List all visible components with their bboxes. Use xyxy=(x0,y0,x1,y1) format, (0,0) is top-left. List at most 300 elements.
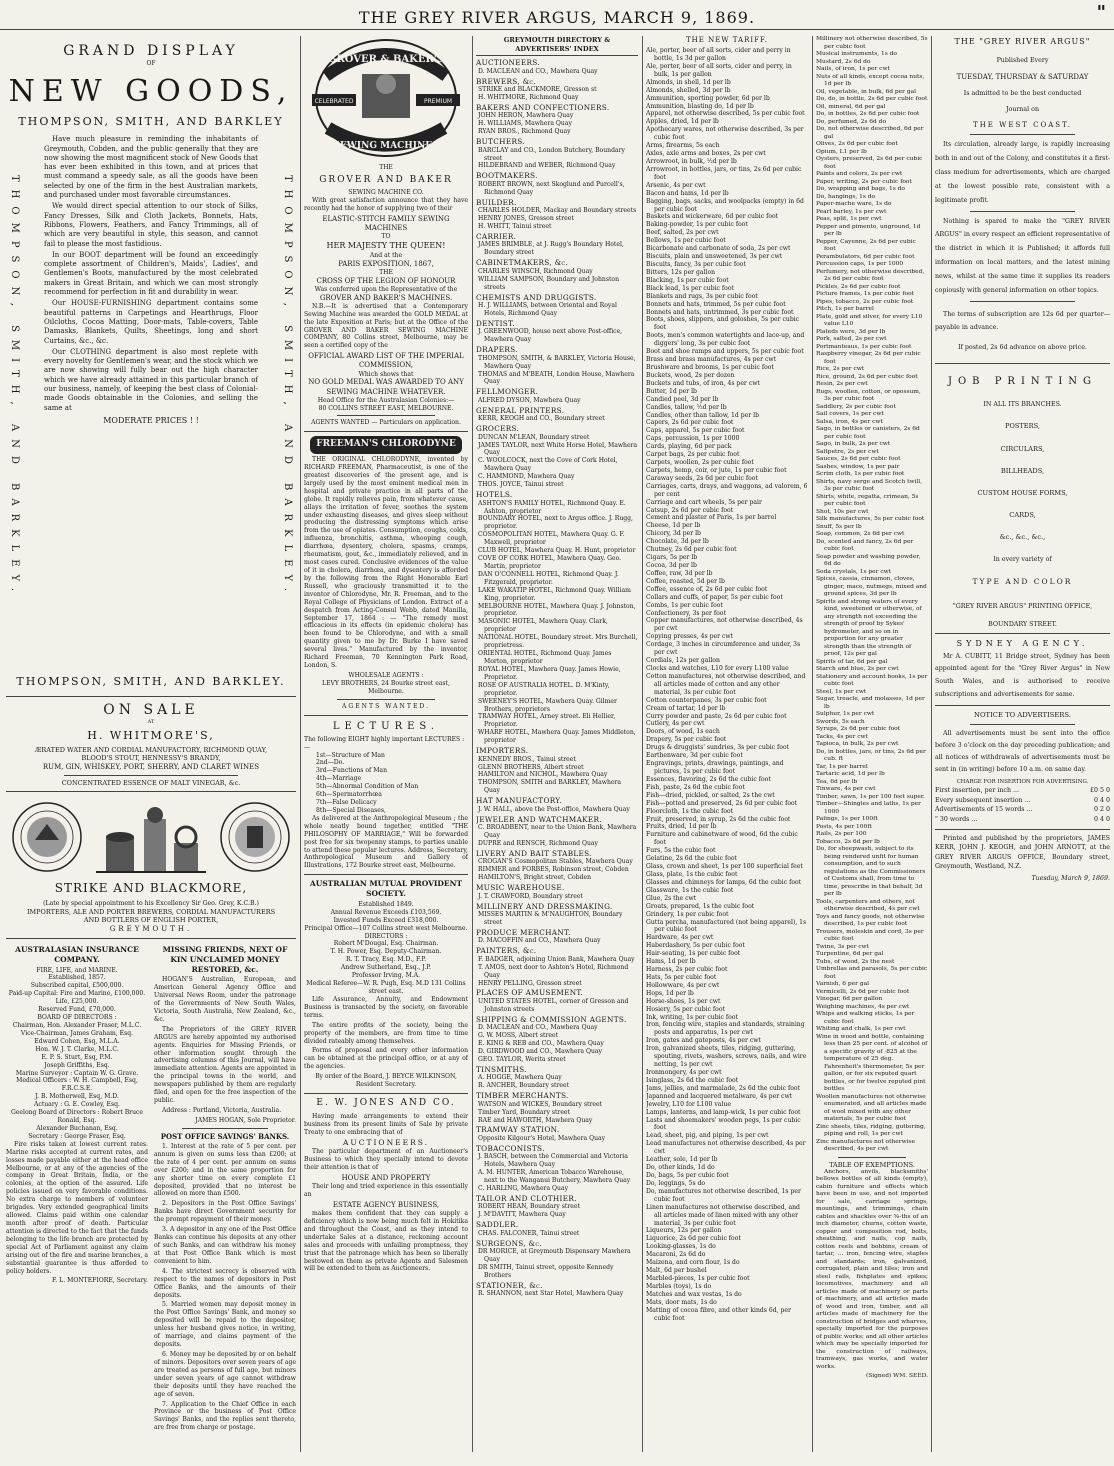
tariff-item: Carpet bags, 2s per cubic foot xyxy=(646,451,740,459)
savings-bank-rule: 2. Depositors in the Post Office Savings' Banks have direct Government security for the prompt repayment of their money. xyxy=(154,1200,296,1224)
tariff-item: Gelatine, 2s 6d the cubic foot xyxy=(646,855,738,863)
amp-line: Invested Funds Exceed £318,000. xyxy=(333,916,439,924)
divider xyxy=(935,363,1110,364)
directory-entry: MISSES MARTIN & M'NAUGHTON, Boundary street xyxy=(478,911,623,926)
tariff-item: Pearl barley, 1s per cwt xyxy=(816,208,887,215)
paragraph: With great satisfaction announce that they have recently had the honor of supplying two of their xyxy=(304,197,468,213)
tariff-item: Oil, vegetable, in bulk, 6d per gal xyxy=(816,88,916,95)
directory-entry: GLENN BROTHERS, Albert street xyxy=(478,763,584,771)
badge-left: CELEBRATED xyxy=(314,98,354,105)
tariff-item: Musical instruments, 1s do xyxy=(816,51,897,57)
directory-entry: BOUNDARY HOTEL, next to Argus office. J. Rugg, proprietor. xyxy=(478,515,633,531)
tariff-item: Clocks and watches, L10 for every L100 value xyxy=(646,665,789,672)
tariff-item: Turpentine, 6d per gal xyxy=(816,951,884,957)
directory-entry: TRAMWAY HOTEL, Arney street. Eli Hellier, Proprietor. xyxy=(478,713,616,729)
directory-entry: KERR, KEOGH and CO., Boundary street xyxy=(478,415,605,423)
tariff-item: Curry powder and paste, 2s 6d per cubic foot xyxy=(646,712,787,720)
tariff-item: Salsa, iron, 4s per cwt xyxy=(816,418,883,425)
divider xyxy=(337,699,435,700)
directory-entry: F. BADGER, adjoining Union Bank, Mawhera Quay xyxy=(478,955,635,963)
tariff-item: Carpets, hemp, coir, or jute, 1s per cubic foot xyxy=(646,466,787,474)
divider xyxy=(970,134,1075,135)
directory-entry: ROBERT BROWN, next Skoglund and Purcell's, Richmond Quay xyxy=(478,180,625,196)
directory-entry: CLUB HOTEL, Mawhera Quay. H. Hunt, proprietor xyxy=(478,547,636,555)
tariff-item: Cheese, 1d per lb xyxy=(646,522,701,530)
paragraph: Having made arrangements to extend their business from its present limits of Sale by private Treaty to one embracing that of xyxy=(304,1112,468,1136)
directory-category: TIMBER MERCHANTS. xyxy=(476,1091,569,1101)
rate-value: £0 5 0 xyxy=(1089,786,1110,794)
strike-line: (Late by special appointment to his Excellency Sir Geo. Grey, K.C.B.) xyxy=(43,899,259,907)
tariff-item: Do, in bottles, 2s 6d per cubic foot xyxy=(816,111,920,117)
missing-friends-ad xyxy=(154,943,296,1434)
tariff-item: Liqueurs, 12s per gallon xyxy=(646,1227,722,1235)
tariff-item: Glassware, 1s the cubic foot xyxy=(646,886,734,894)
tariff-item: Spices, cassia, cinnamon, cloves, ginger, mace, nutmegs, mixed and ground spices, 3d per lb xyxy=(816,576,927,597)
tariff-item: Soda crystals, 1s per cwt xyxy=(816,568,892,575)
machine-medal-icon xyxy=(218,800,292,874)
insurance-line: Subscribed capital, £500,000. xyxy=(30,982,124,990)
label: TUESDAY, THURSDAY & SATURDAY xyxy=(956,73,1089,82)
tariff-item: Mustard, 2s 6d do xyxy=(816,58,871,65)
directory-entry: ROYAL HOTEL, Mawhera Quay. James Howie, Proprietor. xyxy=(478,665,621,681)
tariff-item: Bonnets and hats, trimmed, 5s per cubic foot xyxy=(646,300,786,308)
directory-category: SURGEONS, &c. xyxy=(476,1238,543,1248)
job-printing-item: &c., &c., &c., xyxy=(999,533,1046,542)
job-printing-list xyxy=(935,421,1110,542)
lecture-item: 4th—Marriage xyxy=(316,775,362,783)
tariff-item: Chutney, 2s 6d per cubic foot xyxy=(646,546,737,554)
insurance-line: Geelong Board of Directors : Robert Bruce Ronald, Esq. xyxy=(10,1109,144,1125)
new-goods-heading: NEW GOODS, xyxy=(8,73,294,109)
label: TYPE AND COLOR xyxy=(972,577,1073,587)
tariff-item: Tar, 1s per barrel xyxy=(816,763,868,770)
label: WHOLESALE AGENTS : xyxy=(348,671,424,679)
tariff-item: Sago, in bottles or canisters, 2s 6d per cubic foot xyxy=(816,426,920,440)
insurance-line: Marine Surveyor : Captain W. G. Grave. xyxy=(15,1069,139,1077)
directory-entry: STRIKE and BLACKMORE, Gresson st xyxy=(478,86,597,94)
paragraph: The Proprietors of the GREY RIVER ARGUS are hereby appointed my authorised agents. Enquiries for Missing Friends, or other information sought through the advertising columns of this Journal, will have immediate attention. Agents are appointed in the principal towns in the world, and newspapers published by them are regularly filed, and open for the free inspection of the public. xyxy=(154,1025,296,1105)
tariff-item: Capers, 2s 6d per cubic foot xyxy=(646,419,734,427)
tariff-item: Ammunition, blasting do, 1d per lb xyxy=(646,102,754,110)
label: ESTATE AGENCY BUSINESS, xyxy=(332,1200,440,1209)
firm-name: THOMPSON, SMITH, AND BARKLEY xyxy=(18,114,284,128)
directory-entry: RIMMER and FORBES, Robinson street, Cobden xyxy=(478,866,629,874)
tariff-item: Almonds, shelled, 3d per lb xyxy=(646,86,731,94)
issue-date: Tuesday, March 9, 1869. xyxy=(1031,874,1110,882)
directory-entry: WHARF HOTEL, Mawhera Quay. James Middleton, proprietor xyxy=(478,729,636,745)
tariff-item: Tacks, 4s per cwt xyxy=(816,733,868,740)
directory-entry: J. T. CRAWFORD, Boundary street xyxy=(478,892,583,900)
insurance-line: Secretary : George Fraser, Esq. xyxy=(28,1132,126,1140)
tariff-item: Trousers, moleskin and cord, 3s per cubic foot xyxy=(816,928,924,942)
freeman-ad xyxy=(304,436,468,710)
rate-table xyxy=(935,786,1110,825)
directory-entry: J. M'DAVITT, Mawhera Quay xyxy=(478,1211,566,1219)
directory-category: BUILDER. xyxy=(476,197,517,207)
tariff-item: Sail covers, 1s per cwt xyxy=(816,411,884,417)
amp-line: Robert M'Dougal, Esq. Chairman. xyxy=(333,940,439,948)
label: CROSS OF THE LEGION OF HONOUR xyxy=(316,276,456,285)
label: LEVY BROTHERS, 24 Bourke street east, Melbourne. xyxy=(322,679,450,695)
tariff-item: Macaroni, 2s 6d do xyxy=(646,1251,706,1259)
tariff-item: Furniture and cabinetware of wood, 6d the cubic foot xyxy=(646,831,798,847)
label: AUCTIONEERS. xyxy=(342,1138,429,1148)
directory-entry: H. WILLIAMS, Mawhera Quay xyxy=(478,120,572,128)
directory-category: JEWELER AND WATCHMAKER. xyxy=(476,814,602,824)
directory-category: PRODUCE MERCHANT. xyxy=(476,927,571,937)
directory-category: PLACES OF AMUSEMENT. xyxy=(476,988,584,998)
tariff-item: Tools, carpenters and others, not otherwise described, 4s per cwt xyxy=(816,898,920,912)
tariff-item: Arrowroot, in bottles, jars, or tins, 2s 6d per cubic foot xyxy=(646,165,802,181)
grand-display-body xyxy=(44,135,258,426)
moderate-prices: MODERATE PRICES ! ! xyxy=(103,415,199,425)
directory-entry: JOHN HERON, Mawhera Quay xyxy=(478,112,574,120)
paragraph: HOGAN'S Australian, European, and American General Agency Office and Universal News Room, under the patronage of the Governments of New South Wales, Victoria, South Australia, New Zealand, &c., &c. xyxy=(154,976,296,1023)
tariff-item: Caps, apparel, 5s per cubic foot xyxy=(646,427,745,435)
tariff-item: Hair-seating, 1s per cubic foot xyxy=(646,950,741,958)
label: And at the xyxy=(369,251,403,259)
tariff-item: Glass, crown and sheet, 1s per 100 superficial feet xyxy=(646,863,803,871)
directory-entry: G. W. MOSS, Albert street xyxy=(478,1032,559,1040)
directory-category: TRAMWAY STATION. xyxy=(476,1125,560,1135)
tariff-item: Tartaric acid, 1d per lb xyxy=(816,771,885,777)
directory-entry: Opposite Kilgour's Hotel, Mawhera Quay xyxy=(478,1134,606,1142)
directory-category: STATIONER, &c. xyxy=(476,1280,543,1290)
tariff-item: Biscuits, fancy, 3s per cubic foot xyxy=(646,260,746,268)
tariff-item: Posts, 4s per 100ft xyxy=(816,823,872,830)
tariff-item: Baskets and wickerware, 6d per cubic foot xyxy=(646,213,779,221)
job-printing-item: CARDS, xyxy=(1009,511,1036,520)
directory-entry: HILDEBRAND and WEBER, Richmond Quay xyxy=(478,162,616,170)
tariff-item: Ale, porter, beer of all sorts, cider and perry, in bulk, 1s per gallon xyxy=(646,62,792,78)
directory-entry: D. MACLEAN and CO., Mawhera Quay xyxy=(478,1024,598,1032)
label: Which shows that xyxy=(358,370,414,378)
insurance-line: BOARD OF DIRECTORS : xyxy=(37,1014,117,1022)
directory-entry: E. KING & REB and CO., Mawhera Quay xyxy=(478,1040,604,1048)
soda-machine-icon xyxy=(96,797,206,877)
sewing-machine-badge-icon xyxy=(304,36,468,164)
paragraph: Forms of proposal and every other information can be obtained at the principal office, or at any of the agencies. xyxy=(304,1047,468,1071)
directory-entry: SWEENEY'S HOTEL, Mawhera Quay. Gilmer Brothers, proprietors xyxy=(478,697,617,713)
paragraph: Its circulation, already large, is rapidly increasing both in and out of the Colony, and constitutes it a first-class medium for advertisements, which are charged at the lowest possible rate, consistent with a legitimate profit. xyxy=(935,141,1110,204)
tariff-list-continued xyxy=(816,36,928,1154)
tariff-title: THE NEW TARIFF. xyxy=(686,36,768,44)
directory-entry: UNITED STATES HOTEL, corner of Gresson and Johnston streets xyxy=(478,997,629,1013)
tariff-item: Blankets and rugs, 3s per cubic foot xyxy=(646,292,758,300)
directory-category: DRAPERS. xyxy=(476,345,518,355)
tariff-item: Spirits of tar, 6d per gal xyxy=(816,658,888,665)
tariff-item: Toys and fancy goods, not otherwise described, 1s per cubic foot xyxy=(816,913,925,927)
directory-entry: COVE OF CORK HOTEL, Mawhera Quay. Geo. Martin, proprietor xyxy=(478,555,622,570)
divider xyxy=(838,1157,905,1158)
directory-entry: J. BASCH, between the Commercial and Victoria Hotels, Mawhera Quay xyxy=(478,1153,628,1169)
tariff-item: Hosiery, 5s per cubic foot xyxy=(646,1005,725,1013)
prize-medal-icon xyxy=(10,800,84,874)
tariff-item: Sashes, window, 1s per pair xyxy=(816,463,900,470)
tariff-item: Carpets, woollen, 2s per cubic foot xyxy=(646,459,754,467)
tariff-item: Isinglass, 2s 6d the cubic foot xyxy=(646,1076,739,1084)
directory-entry: DR SMITH, Tainui street, opposite Kennedy Brothers xyxy=(478,1264,614,1279)
missing-friends-signature: JAMES HOGAN, Sole Proprietor. xyxy=(195,1116,296,1124)
label: Is admitted to be the best conducted xyxy=(963,89,1082,97)
tariff-item: Hops, 1d per lb xyxy=(646,989,694,997)
paragraph: Address : Portland, Victoria, Australia. xyxy=(162,1107,282,1115)
lecture-item: 2nd—Do. xyxy=(316,759,345,767)
paragraph: As delivered at the Anthropological Museum ; the whole neatly bound together, entitled "THE PHILOSOPHY OF MARRIAGE," Will be forwarded post free for six twopenny stamps, to parties unable to attend these popular lectures. Address, Secretary, Anthropological Museum and Gallery of Illustrations, 172 Bourke street east, Melbourne. xyxy=(304,814,468,870)
tariff-item: Copper manufactures, not otherwise described, 4s per cwt xyxy=(646,617,803,633)
grover-baker-ad xyxy=(304,36,468,427)
paragraph: Nothing is spared to make the "GREY RIVER ARGUS" in every respect an efficient representative of the district in which it is Published; it affords full information on local matters, and the latest mining news, whilst at the same time it supplies its readers copiously with general information on other topics. xyxy=(935,217,1110,294)
tariff-item: Fruit, preserved, in syrup, 2s 6d the cubic foot xyxy=(646,815,791,823)
paragraph: We would direct special attention to our stock of Silks, Fancy Dresses, Silk and Cloth Jackets, Bonnets, Hats, Ribbons, Flowers, Feathers, and Fancy Trimmings, all of which are very beautiful in style, this season, and cannot fail to please the most fastidious. xyxy=(44,202,258,248)
tariff-item: Ammunition, sporting powder, 6d per lb xyxy=(646,94,770,102)
rate-value: 0 4 0 xyxy=(1093,796,1110,804)
tariff-item: Do, perfumed, 2s 6d do xyxy=(816,118,887,125)
masthead xyxy=(0,0,1114,30)
tariff-item: Hardware, 4s per cwt xyxy=(646,934,714,942)
amp-signature: By order of the Board, J. BEYCE WILKINSON, Resident Secretary. xyxy=(315,1073,457,1089)
tariff-item: Candles, tallow, ½d per lb xyxy=(646,403,727,411)
tariff-item: Bicarbonate and carbonate of soda, 2s per cwt xyxy=(646,245,791,253)
tariff-item: Tubs, of wood, 2s the nest xyxy=(816,958,895,965)
tariff-item: Varnish, 6 per gal xyxy=(816,981,870,987)
tariff-item: Glass, plate, 1s the cubic foot xyxy=(646,870,738,878)
tariff-item: Cutlery, 4s per cwt xyxy=(646,720,705,728)
label: THE WEST COAST. xyxy=(973,121,1072,130)
insurance-line: J. B. Motherwell, Esq, M.D. xyxy=(35,1093,119,1101)
tariff-item: Picture frames, 1s per cubic foot xyxy=(816,291,914,297)
tariff-item: Shirts, navy serge and Scotch twill, 3s per cubic foot xyxy=(816,478,923,492)
amp-line: Medical Referee—W. R. Pugh, Esq. M.D 131 Collins street east. xyxy=(306,980,466,995)
tariff-item: Lasts and shoemakers' wooden pegs, 1s per cubic foot xyxy=(646,1116,801,1132)
tariff-item: Swords, 5s each xyxy=(816,718,865,725)
tariff-item: Rice, 2s per cwt xyxy=(816,366,865,372)
directory-entry: JAMES BRIMBLE, at J. Rugg's Boundary Hotel, Boundary street xyxy=(478,241,624,257)
directory-entry: BARCLAY and CO., London Butchery, Boundary street xyxy=(478,146,625,162)
directory-entry: THOMPSON, SMITH and BARKLEY, Mawhera Quay xyxy=(478,779,622,795)
tariff-item: Tobacco, 2s 6d per lb xyxy=(816,838,880,845)
column-rule xyxy=(812,36,813,1452)
whitmore-line: RUM, GIN, WHISKEY, PORT, SHERRY, AND CLARET WINES xyxy=(42,762,260,771)
freeman-banner: FREEMAN'S CHLORODYNE xyxy=(310,436,462,454)
column-rule xyxy=(642,36,643,1452)
tariff-item: Cordials, 12s per gallon xyxy=(646,657,720,665)
tariff-item: Caps, percussion, 1s per 1000 xyxy=(646,435,740,443)
tariff-item: Earthenware, 3d per cubic foot xyxy=(646,752,743,760)
tariff-item: Malt, 6d per bushel xyxy=(646,1267,707,1275)
label: SEWING MACHINE CO. xyxy=(348,189,424,197)
tariff-item: Do, leggings, 5s do xyxy=(646,1179,706,1187)
tariff-item: Iron, gates and gateposts, 4s per cwt xyxy=(646,1037,761,1045)
directory-category: AUCTIONEERS. xyxy=(476,58,540,68)
tariff-item: Bitters, 12s per gallon xyxy=(646,268,716,276)
tariff-item: Drapery, 5s per cubic foot xyxy=(646,736,727,744)
directory-category: LIVERY AND BAIT STABLES. xyxy=(476,848,592,858)
tariff-item: Ironmongery, 4s per cwt xyxy=(646,1069,722,1077)
column-4-tariff xyxy=(646,36,808,1452)
tariff-item: Linen manufactures not otherwise described, and all articles made of linen mixed with any other material, 3s per cubic foot xyxy=(646,1203,800,1227)
insurance-line: Edward Cohen, Esq, M.L.A. xyxy=(34,1037,120,1045)
tariff-item: Do, hangings, 1s do xyxy=(816,193,876,200)
tariff-item: Mats, door mats, 1s do xyxy=(646,1298,717,1306)
directory-entry: J. GREENWOOD, house next above Post-office, Mawhera Quay xyxy=(478,328,623,344)
exemptions-title: TABLE OF EXEMPTIONS. xyxy=(829,1160,915,1169)
paragraph: Our CLOTHING department is also most replete with every novelty for Gentlemen's wear, and the stock which we are now showing will fully bear out the high character which we have already attained in this particular branch of our business, namely, of keeping the best class of Colonial-made Goods obtainable in the Colonies, and selling the same at xyxy=(44,347,258,412)
tariff-list xyxy=(646,47,808,1322)
divider xyxy=(304,431,468,432)
strike-line: AND BOTTLERS OF ENGLISH PORTER, xyxy=(83,916,219,925)
tariff-item: Hams, 1d per lb xyxy=(646,958,696,966)
paragraph: The terms of subscription are 12s 6d per quarter—payable in advance. xyxy=(935,310,1110,332)
tariff-item: Fish—potted and preserved, 2s 6d per cubic foot xyxy=(646,799,798,807)
label: OFFICIAL AWARD LIST OF THE IMPERIAL COMMISSION, xyxy=(308,352,464,370)
directory-entry: WATSON and WICKES, Boundary street xyxy=(478,1100,603,1108)
tariff-item: Marbled-pieces, 1s per cubic foot xyxy=(646,1274,750,1282)
tariff-item: Zinc sheets, tiles, ridging, guttering, piping and roll, 1s per cwt xyxy=(816,1123,926,1137)
tariff-item: Twine, 3s per cwt xyxy=(816,943,869,950)
amp-line: Annual Revenue Exceeds £103,569. xyxy=(330,908,442,916)
tariff-item: Nuts of all kinds, except cocoa nuts, 1d per lb xyxy=(816,73,925,87)
rate-label: First insertion, per inch ... xyxy=(935,786,1020,794)
directory-entry: COSMOPOLITAN HOTEL, Mawhera Quay. G. F. Maxwell, proprietor xyxy=(478,531,625,547)
tariff-item: Rails, 2s per 100 xyxy=(816,831,867,837)
directory-entry: CHAS. FALCONER, Tainui street xyxy=(478,1229,580,1237)
tariff-item: Ink, writing, 1s per cubic foot xyxy=(646,1013,738,1021)
tariff-item: Pepper, Cayenne, 2s 6d per cubic foot xyxy=(816,238,916,252)
strike-line: IMPORTERS, ALE AND PORTER BREWERS, CORDIAL MANUFACTURERS xyxy=(26,908,276,917)
tariff-item: Marbles (toys), 1s do xyxy=(646,1282,712,1290)
insurance-details xyxy=(6,967,148,1141)
label: HER MAJESTY THE QUEEN! xyxy=(326,241,446,251)
directory-entry: A. M. HUNTER, American Tobacco Warehouse, next to the Wanganui Butchery, Mawhera Quay xyxy=(478,1169,631,1185)
directory-entry: THOS. JOYCE, Tainui street xyxy=(478,481,564,489)
tariff-item: Do, not otherwise described, 6d per gal xyxy=(816,126,924,140)
label: Head Office for the Australasian Colonies:— xyxy=(317,396,455,404)
tariff-item: Pickles, 2s 6d per cubic foot xyxy=(816,283,901,290)
tariff-item: Jams, jellies, and marmalade, 2s 6d the cubic foot xyxy=(646,1084,801,1092)
tariff-item: Paints and colors, 2s per cwt xyxy=(816,171,903,177)
tariff-item: Syrups, 2s 6d per cubic foot xyxy=(816,726,901,732)
label: THE xyxy=(379,164,393,171)
tariff-item: Palings, 1s per 100ft xyxy=(816,816,878,822)
label: Journal on xyxy=(1005,105,1040,113)
tariff-item: Coffee, essence of, 2s 6d per cubic foot xyxy=(646,585,768,593)
directory-category: MILLINERY AND DRESSMAKING. xyxy=(476,901,613,911)
badge-band: SEWING MACHINES xyxy=(333,141,439,151)
insurance-line: Reserved Fund, £70,000. xyxy=(38,1006,116,1014)
directory-category: HOTELS. xyxy=(476,490,513,500)
tariff-item: Pipes, tobacco, 2s per cubic foot xyxy=(816,298,914,305)
directory-entry: D. MACOFFIN and CO., Mawhera Quay xyxy=(478,937,601,945)
directory-entry: R. ANCHER, Boundary street xyxy=(478,1082,570,1090)
tariff-item: Bagging, bags, sacks, and woolpacks (empty) in 6d per cubic foot xyxy=(646,197,804,213)
tariff-item: Oysters, preserved, 2s 6d per cubic foot xyxy=(816,156,923,170)
tariff-item: Hats, 5s per cubic foot xyxy=(646,973,717,981)
tariff-item: Looking-glasses, 1s do xyxy=(646,1243,716,1251)
label: AGENTS WANTED. xyxy=(341,702,431,710)
divider xyxy=(337,415,435,416)
tariff-item: Fish, paste, 2s 6d the cubic foot xyxy=(646,783,745,791)
tariff-item: Floorcloth, 1s the cubic foot xyxy=(646,807,734,815)
tariff-item: Coffee, raw, 3d per lb xyxy=(646,569,713,577)
strike-blackmore-ad xyxy=(6,796,296,934)
tariff-item: Groats, prepared, 1s the cubic foot xyxy=(646,902,755,910)
rate-label: " 30 words ... xyxy=(935,816,978,824)
jones-title: E. W. JONES AND CO. xyxy=(316,1098,456,1109)
tariff-item: Millinery not otherwise described, 5s per cubic foot xyxy=(816,36,928,50)
savings-bank-rule: 5. Married women may deposit money in the Post Office Savings' Bank, and money so deposited will be repaid to the depositor, unless her husband gives notice, in writing, of marriage, and claims payment of the deposits. xyxy=(154,1301,296,1349)
directory-category: PAINTERS, &c. xyxy=(476,946,537,956)
directory-entry: Timber Yard, Boundary street xyxy=(478,1108,570,1116)
directory-category: BREWERS, &c. xyxy=(476,76,537,86)
vertical-firm-right: THOMPSON, SMITH, AND BARKLEY. xyxy=(282,174,293,600)
job-printing-heading: JOB PRINTING xyxy=(947,376,1098,388)
vertical-firm-left: THOMPSON, SMITH, AND BARKLEY. xyxy=(9,174,20,600)
tariff-item: Furs, 5s the cubic foot xyxy=(646,847,716,855)
directory-entry: H. J. WILLIAMS, between Oriental and Royal Hotels, Richmond Quay xyxy=(478,302,617,317)
insurance-line: Hon. W. J. T. Clarke, M.L.C. xyxy=(35,1045,119,1053)
tariff-item: Vinegar, 6d per gallon xyxy=(816,996,883,1002)
divider xyxy=(6,938,296,939)
tariff-item: Spirits and strong waters of every kind, sweetened or otherwise, of any strength not exceeding the strength of proof by Sykes' hydrometer, and so on in proportion for any greater strength than the strength of proof, 12s per gal xyxy=(816,598,922,657)
exemptions-body: Anchors, anvils, blacksmiths' bellows bottles of all kinds (empty), cabin furniture and effects which have been in use, and not imported for sale, carriage springs, mountings, and trimmings, chain cables and shackles over ⅝-ths of an inch diameter, churns, cotton waste, copper and composition rod, bolts, sheathing, and nails, cop nails, cotton reels and bobbins, cream of tartar, ... iron, fencing wire, staples and standards; iron, galvanized, corrugated, plain and tiles; iron and steel rails, fishplates and spikes; locomotives, machinery and all articles made of machinery or parts of machinery, and all articles made of wood and iron, timber, and all articles made of machinery for the construction of bridges and wharves, specially imported for the purposes of public works; and all other articles which may be specially imported for the construction of railways, tramways, gas works, and water works. xyxy=(816,1168,928,1370)
tariff-item: Soap powder and washing powder, 6d do xyxy=(816,553,921,567)
job-printing-item: BILLHEADS, xyxy=(1000,466,1045,475)
tariff-item: Baking-powder, 1s per cubic foot xyxy=(646,221,748,229)
tariff-item: Lead, sheet, pig, and piping, 1s per cwt xyxy=(646,1132,769,1140)
tariff-item: Umbrellas and parasols, 5s per cubic foot xyxy=(816,966,928,980)
divider xyxy=(304,874,468,875)
tariff-item: Engravings, prints, drawings, paintings, and pictures, 1s per cubic foot xyxy=(646,760,784,775)
amp-line: Principal Office—107 Collins street west Melbourne. xyxy=(304,924,468,932)
directory-entry: RAE and HAWORTH, Mawhera Quay xyxy=(478,1116,593,1124)
savings-bank-rule: 1. Interest at the rate of 5 per cent. per annum is given on sums less than £200; at the rate of 4 per cent. per annum on sums over £200; and in the same proportion for any shorter time on every complete £1 deposited, provided that no interest be allowed on more than £500. xyxy=(154,1142,296,1198)
directory-entry: J. W. HALL, above the Post-office, Mawhera Quay xyxy=(478,805,630,813)
tariff-item: Saddlery, 2s per cubic foot xyxy=(816,403,896,410)
tariff-item: Raspberry vinegar, 2s 6d per cubic foot xyxy=(816,351,921,365)
at-label: AT xyxy=(147,719,155,726)
rate-row xyxy=(935,796,1110,806)
directory-entry: A. HOGGE, Mawhera Quay xyxy=(478,1074,562,1082)
tariff-item: Ale, porter, beer of all sorts, cider and perry in bottle, 1s 3d per gallon xyxy=(646,47,791,63)
label: HOUSE AND PROPERTY xyxy=(341,1174,431,1182)
lecture-item: 5th—Abnormal Condition of Man xyxy=(316,783,419,791)
lecture-item: 8th—Special Diseases, xyxy=(316,806,386,814)
tariff-item: Axles, axle arms and boxes, 2s per cwt xyxy=(646,150,766,158)
rate-value: 0 4 0 xyxy=(1093,816,1110,824)
label: IN ALL ITS BRANCHES. xyxy=(983,400,1062,408)
directory-entry: HAMILTON and NICHOL, Mawhera Quay xyxy=(478,771,608,779)
of-label: OF xyxy=(146,60,156,68)
corner-mark: " xyxy=(1096,2,1106,23)
tariff-item: Tea, 6d per lb xyxy=(816,778,858,785)
divider xyxy=(935,829,1110,830)
tariff-item: Do, scented and fancy, 2s 6d per cubic foot xyxy=(816,538,914,552)
tariff-item: Sulphur, 1s per cwt xyxy=(816,711,875,717)
tariff-item: Arms, firearms, 5s each xyxy=(646,142,720,150)
tariff-item: Boot and shoe ramps and uppers, 5s per cubic foot xyxy=(646,348,804,356)
small-ads-row xyxy=(6,943,296,1434)
column-rule xyxy=(472,36,473,1452)
paragraph: Have much pleasure in reminding the inhabitants of Greymouth, Cobden, and the public generally that they are now showing the most magnificent stock of New Goods that has ever been exhibited in this town, and at prices that must command a speedy sale, as all the goods have been selected by one of the firm in the best Australian markets, and purchased under most favorable circumstances. xyxy=(44,135,258,200)
tariff-item: Brass and brass manufactures, 4s per cwt xyxy=(646,356,777,364)
tariff-item: Carriage and cart wheels, 5s per pair xyxy=(646,498,762,506)
directory-entry: H. WHITT, Tainui street xyxy=(478,223,552,231)
directory-entry: ROBERT HEAN, Boundary street xyxy=(478,1203,580,1211)
tariff-item: Pork, salted, 2s per cwt xyxy=(816,336,887,342)
tariff-item: Chocolate, 3d per lb xyxy=(646,538,709,546)
tariff-item: Peas, split, 1s per cwt xyxy=(816,216,882,222)
